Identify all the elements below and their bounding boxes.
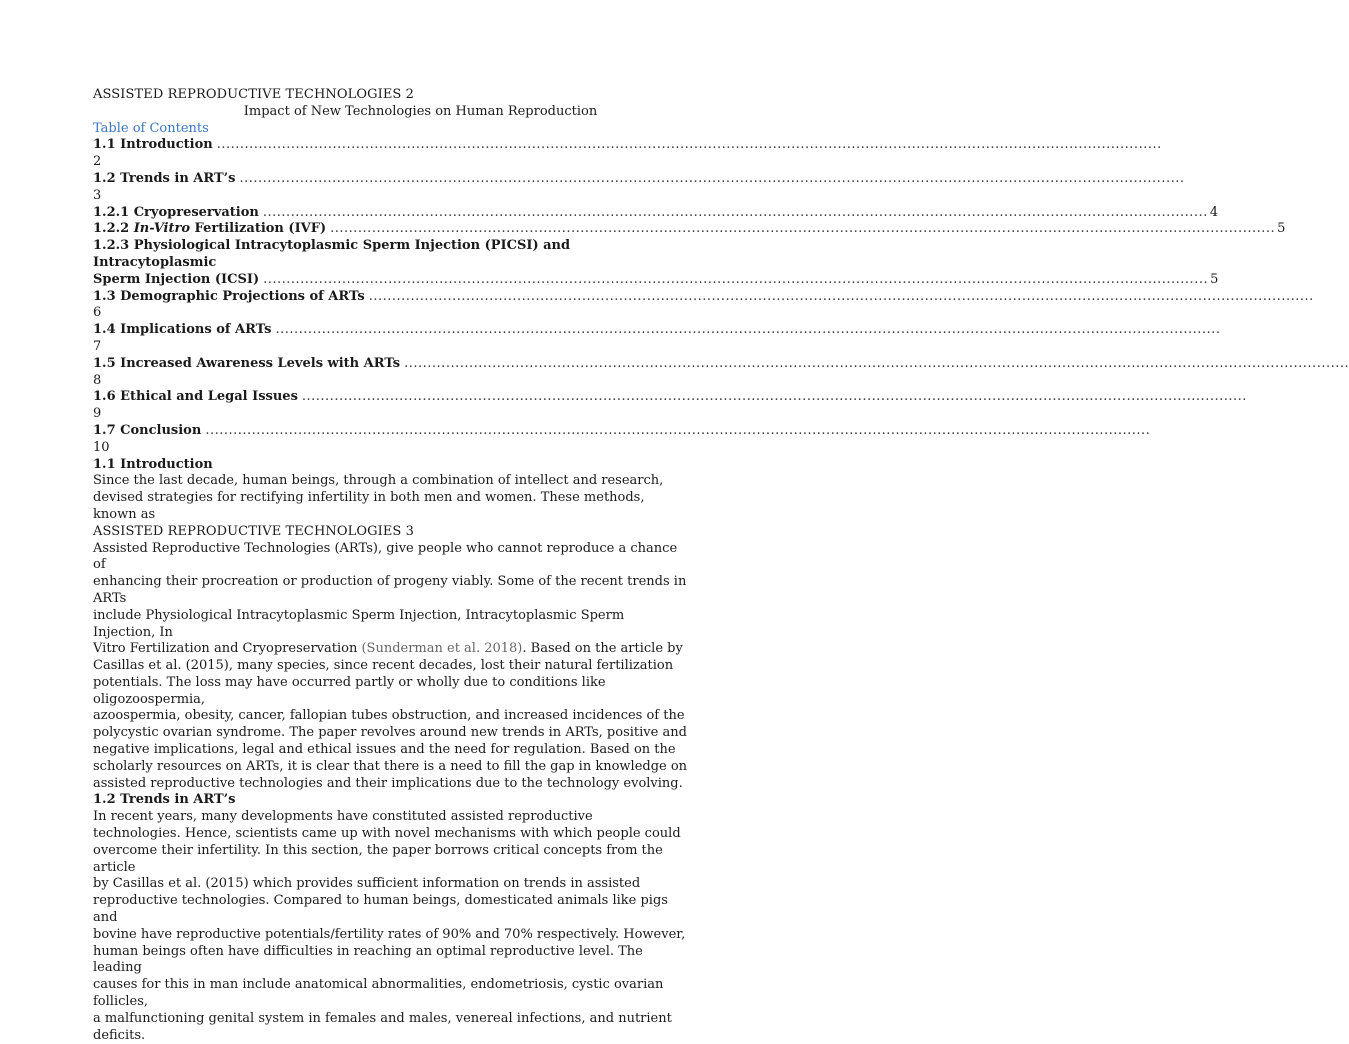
toc-page-number: 2 — [93, 154, 102, 170]
toc-entry-conclusion[interactable] — [93, 422, 1151, 440]
body-line: azoospermia, obesity, cancer, fallopian tubes obstruction, and increased incidences of the — [93, 708, 685, 724]
toc-page-number: 4 — [1209, 204, 1219, 220]
toc-entry-implications[interactable] — [93, 322, 1221, 339]
toc-entry-text: 1.1 Introduction — [93, 137, 213, 153]
toc-leader-dots: ............................................................................................................................................................................................................ — [205, 422, 1151, 438]
toc-leader-dots: ............................................................................................................................................................................................................ — [330, 221, 1276, 237]
toc-heading: Table of Contents — [93, 120, 209, 136]
toc-entry-text: 1.2.1 Cryopreservation — [93, 204, 259, 220]
body-line: negative implications, legal and ethical issues and the need for regulation. Based on the — [93, 742, 676, 758]
toc-leader-dots: ............................................................................................................................................................................................................ — [404, 355, 1349, 371]
body-line: In recent years, many developments have constituted assisted reproductive — [93, 809, 593, 825]
body-line: bovine have reproductive potentials/fertility rates of 90% and 70% respectively. However, — [93, 926, 686, 942]
body-line: Casillas et al. (2015), many species, since recent decades, lost their natural fertilization — [93, 658, 674, 674]
toc-entry-text: 1.7 Conclusion — [93, 422, 202, 438]
body-line: Vitro Fertilization and Cryopreservation (Sunderman et al. 2018). Based on the article by — [93, 641, 683, 657]
toc-entry-ivf[interactable] — [93, 221, 1286, 238]
body-line: human beings often have difficulties in reaching an optimal reproductive level. The leading — [93, 943, 643, 976]
body-line: devised strategies for rectifying infertility in both men and women. These methods, known as — [93, 490, 645, 522]
section-heading-introduction: 1.1 Introduction — [93, 456, 213, 472]
body-line: assisted reproductive technologies and their implications due to the technology evolving. — [93, 775, 683, 791]
toc-page-number: 10 — [93, 439, 110, 455]
toc-leader-dots: ............................................................................................................................................................................................................ — [263, 271, 1209, 287]
toc-leader-dots: ............................................................................................................................................................................................................ — [262, 204, 1208, 220]
toc-leader-dots: ............................................................................................................................................................................................................ — [239, 170, 1185, 186]
body-line: deficits. — [93, 1027, 146, 1043]
body-line: Since the last decade, human beings, through a combination of intellect and research, — [93, 473, 664, 489]
toc-entry-picsi-line2[interactable] — [93, 271, 1219, 289]
toc-page-number: 6 — [93, 305, 102, 321]
toc-leader-dots: ............................................................................................................................................................................................................ — [216, 137, 1162, 153]
toc-entry-awareness[interactable] — [93, 355, 1349, 373]
toc-page-number: 3 — [93, 187, 102, 203]
toc-entry-ethics[interactable] — [93, 389, 1247, 406]
document-title: Impact of New Technologies on Human Reproduction — [243, 103, 598, 119]
toc-page-number: 5 — [1277, 221, 1286, 237]
toc-page-number: 9 — [93, 406, 102, 422]
toc-entry-text: Sperm Injection (ICSI) — [93, 271, 260, 287]
body-line: include Physiological Intracytoplasmic Sperm Injection, Intracytoplasmic Sperm Injection, In — [93, 607, 625, 640]
body-line: follicles, — [93, 994, 149, 1010]
toc-entry-text: 1.2.2 In-Vitro Fertilization (IVF) — [93, 221, 327, 237]
toc-entry-text: 1.2 Trends in ART’s — [93, 170, 236, 186]
body-line: a malfunctioning genital system in females and males, venereal infections, and nutrient — [93, 1010, 672, 1026]
toc-entry-text: 1.6 Ethical and Legal Issues — [93, 389, 298, 405]
toc-leader-dots: ............................................................................................................................................................................................................ — [368, 288, 1314, 304]
body-line: oligozoospermia, — [93, 691, 206, 707]
body-line: ARTs — [93, 590, 127, 606]
toc-entry-text: 1.5 Increased Awareness Levels with ARTs — [93, 355, 401, 371]
section-heading-trends: 1.2 Trends in ART’s — [93, 792, 236, 808]
running-header-page-3: ASSISTED REPRODUCTIVE TECHNOLOGIES 3 — [93, 523, 415, 539]
body-line: technologies. Hence, scientists came up with novel mechanisms with which people could — [93, 826, 681, 842]
body-line: enhancing their procreation or production of progeny viably. Some of the recent trends in — [93, 574, 687, 590]
toc-entry-trends[interactable] — [93, 170, 1185, 188]
body-line: by Casillas et al. (2015) which provides sufficient information on trends in assisted — [93, 876, 641, 892]
toc-page-number: 7 — [93, 338, 102, 354]
toc-entry-text: 1.3 Demographic Projections of ARTs — [93, 288, 365, 304]
running-header-page-2: ASSISTED REPRODUCTIVE TECHNOLOGIES 2 — [93, 87, 415, 102]
body-line: overcome their infertility. In this section, the paper borrows critical concepts from the article — [93, 842, 663, 875]
toc-entry-picsi-line1[interactable]: 1.2.3 Physiological Intracytoplasmic Sperm Injection (PICSI) and Intracytoplasmic — [93, 238, 571, 270]
toc-entry-cryopreservation[interactable] — [93, 204, 1219, 222]
body-line: scholarly resources on ARTs, it is clear that there is a need to fill the gap in knowledge on — [93, 758, 688, 774]
body-line: reproductive technologies. Compared to human beings, domesticated animals like pigs and — [93, 893, 668, 926]
toc-entry-demographics[interactable] — [93, 288, 1314, 306]
body-line: potentials. The loss may have occurred partly or wholly due to conditions like — [93, 674, 606, 690]
toc-leader-dots: ............................................................................................................................................................................................................ — [275, 322, 1221, 338]
toc-page-number: 5 — [1210, 271, 1219, 287]
toc-entry-text: 1.4 Implications of ARTs — [93, 322, 272, 338]
body-line: causes for this in man include anatomical abnormalities, endometriosis, cystic ovarian — [93, 977, 664, 993]
toc-leader-dots: ............................................................................................................................................................................................................ — [301, 389, 1247, 405]
citation: (Sunderman et al. 2018) — [361, 641, 523, 657]
body-line: Assisted Reproductive Technologies (ARTs), give people who cannot reproduce a chance of — [93, 540, 678, 573]
body-line: polycystic ovarian syndrome. The paper revolves around new trends in ARTs, positive and — [93, 725, 687, 741]
toc-entry-introduction[interactable] — [93, 137, 1162, 154]
toc-page-number: 8 — [93, 372, 102, 388]
